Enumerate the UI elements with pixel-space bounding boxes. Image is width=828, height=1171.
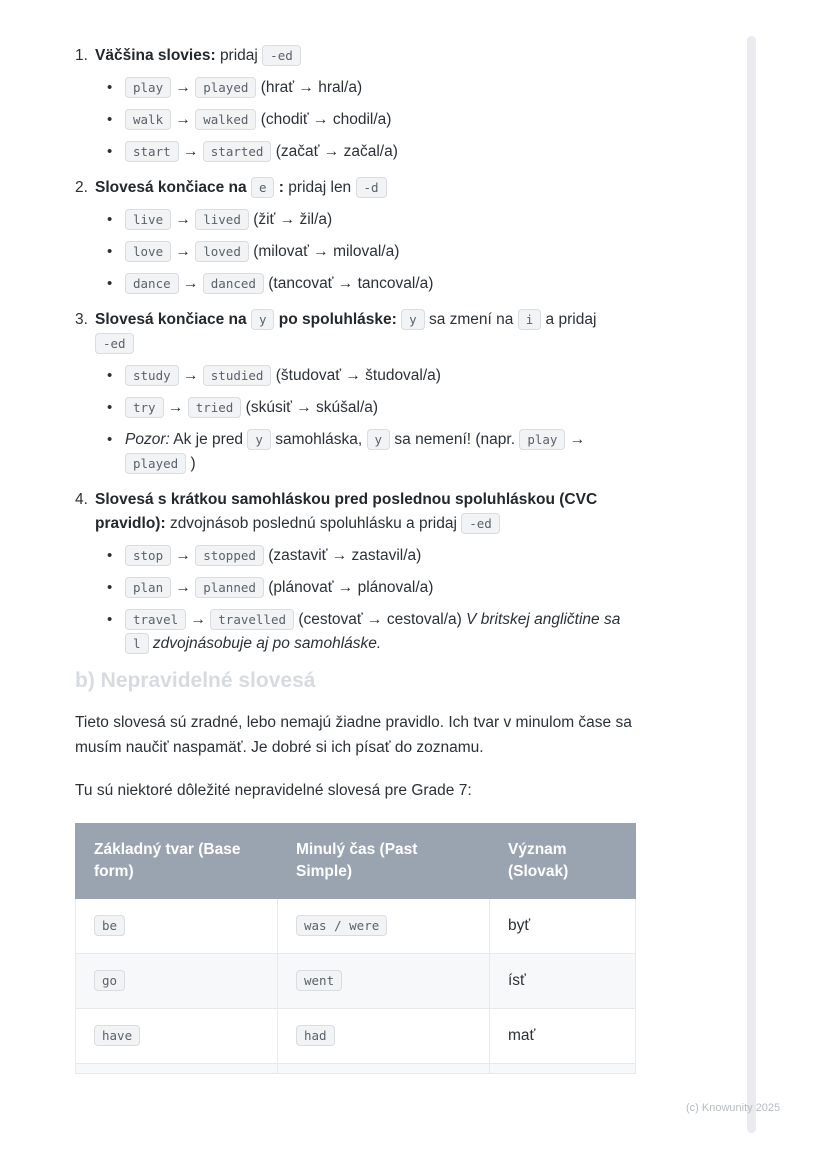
rule-text	[95, 44, 637, 68]
example-list	[107, 208, 637, 296]
arrow-icon: →	[175, 79, 191, 96]
table-cell-base	[76, 1009, 278, 1064]
example-item	[107, 576, 637, 600]
document-content	[75, 44, 637, 1074]
example-item-caution	[107, 428, 637, 476]
arrow-icon: →	[175, 211, 191, 228]
code-token: danced	[203, 273, 264, 294]
table-header-base-form: Základný tvar (Base form)	[76, 824, 278, 899]
code-token: stopped	[195, 545, 264, 566]
table-cell-past	[278, 899, 490, 954]
arrow-icon: →	[182, 275, 199, 292]
example-item	[107, 240, 637, 264]
table-row	[76, 954, 636, 1009]
rule-item-4	[75, 488, 637, 656]
code-token: started	[203, 141, 272, 162]
caution-body: Ak je pred	[173, 431, 244, 448]
code-token: planned	[195, 577, 264, 598]
scrollbar-thumb[interactable]	[747, 36, 756, 1133]
british-note: V britskej angličtine sa	[466, 611, 621, 628]
translation-note: (skúsiť → skúšal/a)	[245, 399, 379, 416]
example-item	[107, 364, 637, 388]
table-cell-past	[278, 1009, 490, 1064]
bullet-marker: •	[107, 431, 113, 448]
paragraph-intro: Tieto slovesá sú zradné, lebo nemajú žiadne pravidlo. Ich tvar v minulom čase sa musím naučiť naspamäť. Je dobré si ich písať do zoznamu.	[75, 714, 632, 756]
code-token: live	[125, 209, 171, 230]
example-item	[107, 208, 637, 232]
example-item	[107, 76, 637, 100]
code-token: go	[94, 970, 125, 991]
example-item	[107, 140, 637, 164]
rule-title: Slovesá končiace na	[95, 311, 247, 328]
translation-note: (zastaviť → zastavil/a)	[268, 547, 422, 564]
table-cell-meaning: byť	[490, 899, 636, 954]
translation-note: (tancovať → tancoval/a)	[268, 275, 434, 292]
bullet-marker: •	[107, 367, 113, 384]
paragraph-table-intro: Tu sú niektoré dôležité nepravidelné slovesá pre Grade 7:	[75, 782, 472, 799]
translation-note: (začať → začal/a)	[275, 143, 398, 160]
arrow-icon: →	[175, 243, 191, 260]
british-note: zdvojnásobuje aj po samohláske.	[152, 635, 382, 652]
code-token: start	[125, 141, 179, 162]
rule-text	[95, 308, 637, 356]
rule-item-1	[75, 44, 637, 164]
example-text	[125, 272, 637, 296]
code-token: dance	[125, 273, 179, 294]
caution-body: )	[190, 455, 196, 472]
code-token: -ed	[461, 513, 500, 534]
translation-note: (plánovať → plánoval/a)	[268, 579, 434, 596]
arrow-icon: →	[175, 579, 191, 596]
example-item	[107, 544, 637, 568]
code-token: plan	[125, 577, 171, 598]
rule-body-text: zdvojnásob poslednú spoluhlásku a pridaj	[169, 515, 457, 532]
code-token: study	[125, 365, 179, 386]
example-text	[125, 396, 637, 420]
code-token: had	[296, 1025, 335, 1046]
example-text	[125, 108, 637, 132]
rule-body-text: pridaj	[219, 47, 258, 64]
code-token: played	[195, 77, 256, 98]
code-token: lived	[195, 209, 249, 230]
translation-note: (chodiť → chodil/a)	[260, 111, 392, 128]
rule-title: Väčšina slovies:	[95, 47, 216, 64]
code-token: loved	[195, 241, 249, 262]
example-text	[125, 76, 637, 100]
translation-note: (cestovať → cestoval/a)	[298, 611, 462, 628]
rule-item-2	[75, 176, 637, 296]
code-token: i	[518, 309, 542, 330]
table-cell-past	[278, 1064, 490, 1074]
code-token: walk	[125, 109, 171, 130]
rule-heading	[75, 176, 637, 200]
arrow-icon: →	[190, 611, 206, 628]
rule-number: 1.	[75, 47, 88, 64]
rule-text	[95, 176, 637, 200]
table-cell-base	[76, 899, 278, 954]
table-cell-base	[76, 1064, 278, 1074]
example-text	[125, 544, 637, 568]
code-token: -d	[356, 177, 387, 198]
code-token: have	[94, 1025, 140, 1046]
rule-title: Slovesá s krátkou samohláskou pred poslednou spoluhláskou (CVC pravidlo):	[95, 491, 598, 532]
example-list	[107, 544, 637, 656]
example-item	[107, 396, 637, 420]
rule-title: :	[278, 179, 284, 196]
bullet-marker: •	[107, 211, 113, 228]
arrow-icon: →	[182, 143, 199, 160]
translation-note: (hrať → hral/a)	[260, 79, 363, 96]
table-header-past-simple: Minulý čas (Past Simple)	[278, 824, 490, 899]
code-token: e	[251, 177, 275, 198]
code-token: try	[125, 397, 164, 418]
code-token: tried	[188, 397, 242, 418]
watermark: (c) Knowunity 2025	[686, 1102, 781, 1114]
table-cell-meaning: mať	[490, 1009, 636, 1064]
rule-body-text: sa zmení na	[428, 311, 514, 328]
translation-note: (žiť → žil/a)	[253, 211, 333, 228]
example-list	[107, 364, 637, 476]
irregular-verbs-table	[75, 823, 636, 1074]
bullet-marker: •	[107, 579, 113, 596]
caution-label: Pozor:	[125, 431, 170, 448]
table-header-meaning: Význam (Slovak)	[490, 824, 636, 899]
code-token: was / were	[296, 915, 387, 936]
example-text	[125, 140, 637, 164]
arrow-icon: →	[182, 367, 199, 384]
bullet-marker: •	[107, 275, 113, 292]
code-token: y	[251, 309, 275, 330]
example-text	[125, 208, 637, 232]
arrow-icon: →	[167, 399, 184, 416]
caution-body: samohláska,	[275, 431, 363, 448]
code-token: l	[125, 633, 149, 654]
bullet-marker: •	[107, 111, 113, 128]
caution-text	[125, 428, 637, 476]
translation-note: (študovať → študoval/a)	[275, 367, 441, 384]
code-token: walked	[195, 109, 256, 130]
code-token: be	[94, 915, 125, 936]
rule-heading	[75, 44, 637, 68]
bullet-marker: •	[107, 79, 113, 96]
example-text	[125, 364, 637, 388]
example-item-travel	[107, 608, 637, 656]
rule-title: po spoluhláske:	[278, 311, 397, 328]
caution-body: sa nemení! (napr.	[394, 431, 516, 448]
rule-number: 4.	[75, 491, 88, 508]
code-token: studied	[203, 365, 272, 386]
section-heading-b: b) Nepravidelné slovesá	[75, 669, 316, 692]
bullet-marker: •	[107, 243, 113, 260]
code-token: y	[401, 309, 425, 330]
rule-body-text: pridaj len	[288, 179, 352, 196]
example-text	[125, 608, 637, 656]
table-cell-base	[76, 954, 278, 1009]
arrow-icon: →	[569, 431, 586, 448]
table-cell-past	[278, 954, 490, 1009]
code-token: travelled	[210, 609, 294, 630]
code-token: play	[519, 429, 565, 450]
code-token: -ed	[95, 333, 134, 354]
rule-number: 2.	[75, 179, 88, 196]
example-item	[107, 108, 637, 132]
bullet-marker: •	[107, 399, 113, 416]
table-row	[76, 1009, 636, 1064]
arrow-icon: →	[175, 111, 191, 128]
rule-heading	[75, 308, 637, 356]
table-cell-meaning: ísť	[490, 954, 636, 1009]
translation-note: (milovať → miloval/a)	[253, 243, 400, 260]
code-token: played	[125, 453, 186, 474]
code-token: went	[296, 970, 342, 991]
code-token: travel	[125, 609, 186, 630]
rule-number: 3.	[75, 311, 88, 328]
code-token: y	[367, 429, 391, 450]
bullet-marker: •	[107, 143, 113, 160]
example-text	[125, 576, 637, 600]
rule-title: Slovesá končiace na	[95, 179, 247, 196]
rule-body-text: a pridaj	[545, 311, 597, 328]
rule-item-3	[75, 308, 637, 476]
code-token: love	[125, 241, 171, 262]
code-token: y	[247, 429, 271, 450]
arrow-icon: →	[175, 547, 191, 564]
code-token: stop	[125, 545, 171, 566]
bullet-marker: •	[107, 611, 113, 628]
table-header-row	[76, 824, 636, 899]
bullet-marker: •	[107, 547, 113, 564]
code-token: play	[125, 77, 171, 98]
example-list	[107, 76, 637, 164]
rule-heading	[75, 488, 637, 536]
example-item	[107, 272, 637, 296]
code-token: -ed	[262, 45, 301, 66]
example-text	[125, 240, 637, 264]
rule-text	[95, 488, 637, 536]
table-cell-meaning	[490, 1064, 636, 1074]
table-row	[76, 899, 636, 954]
table-row-partial	[76, 1064, 636, 1074]
